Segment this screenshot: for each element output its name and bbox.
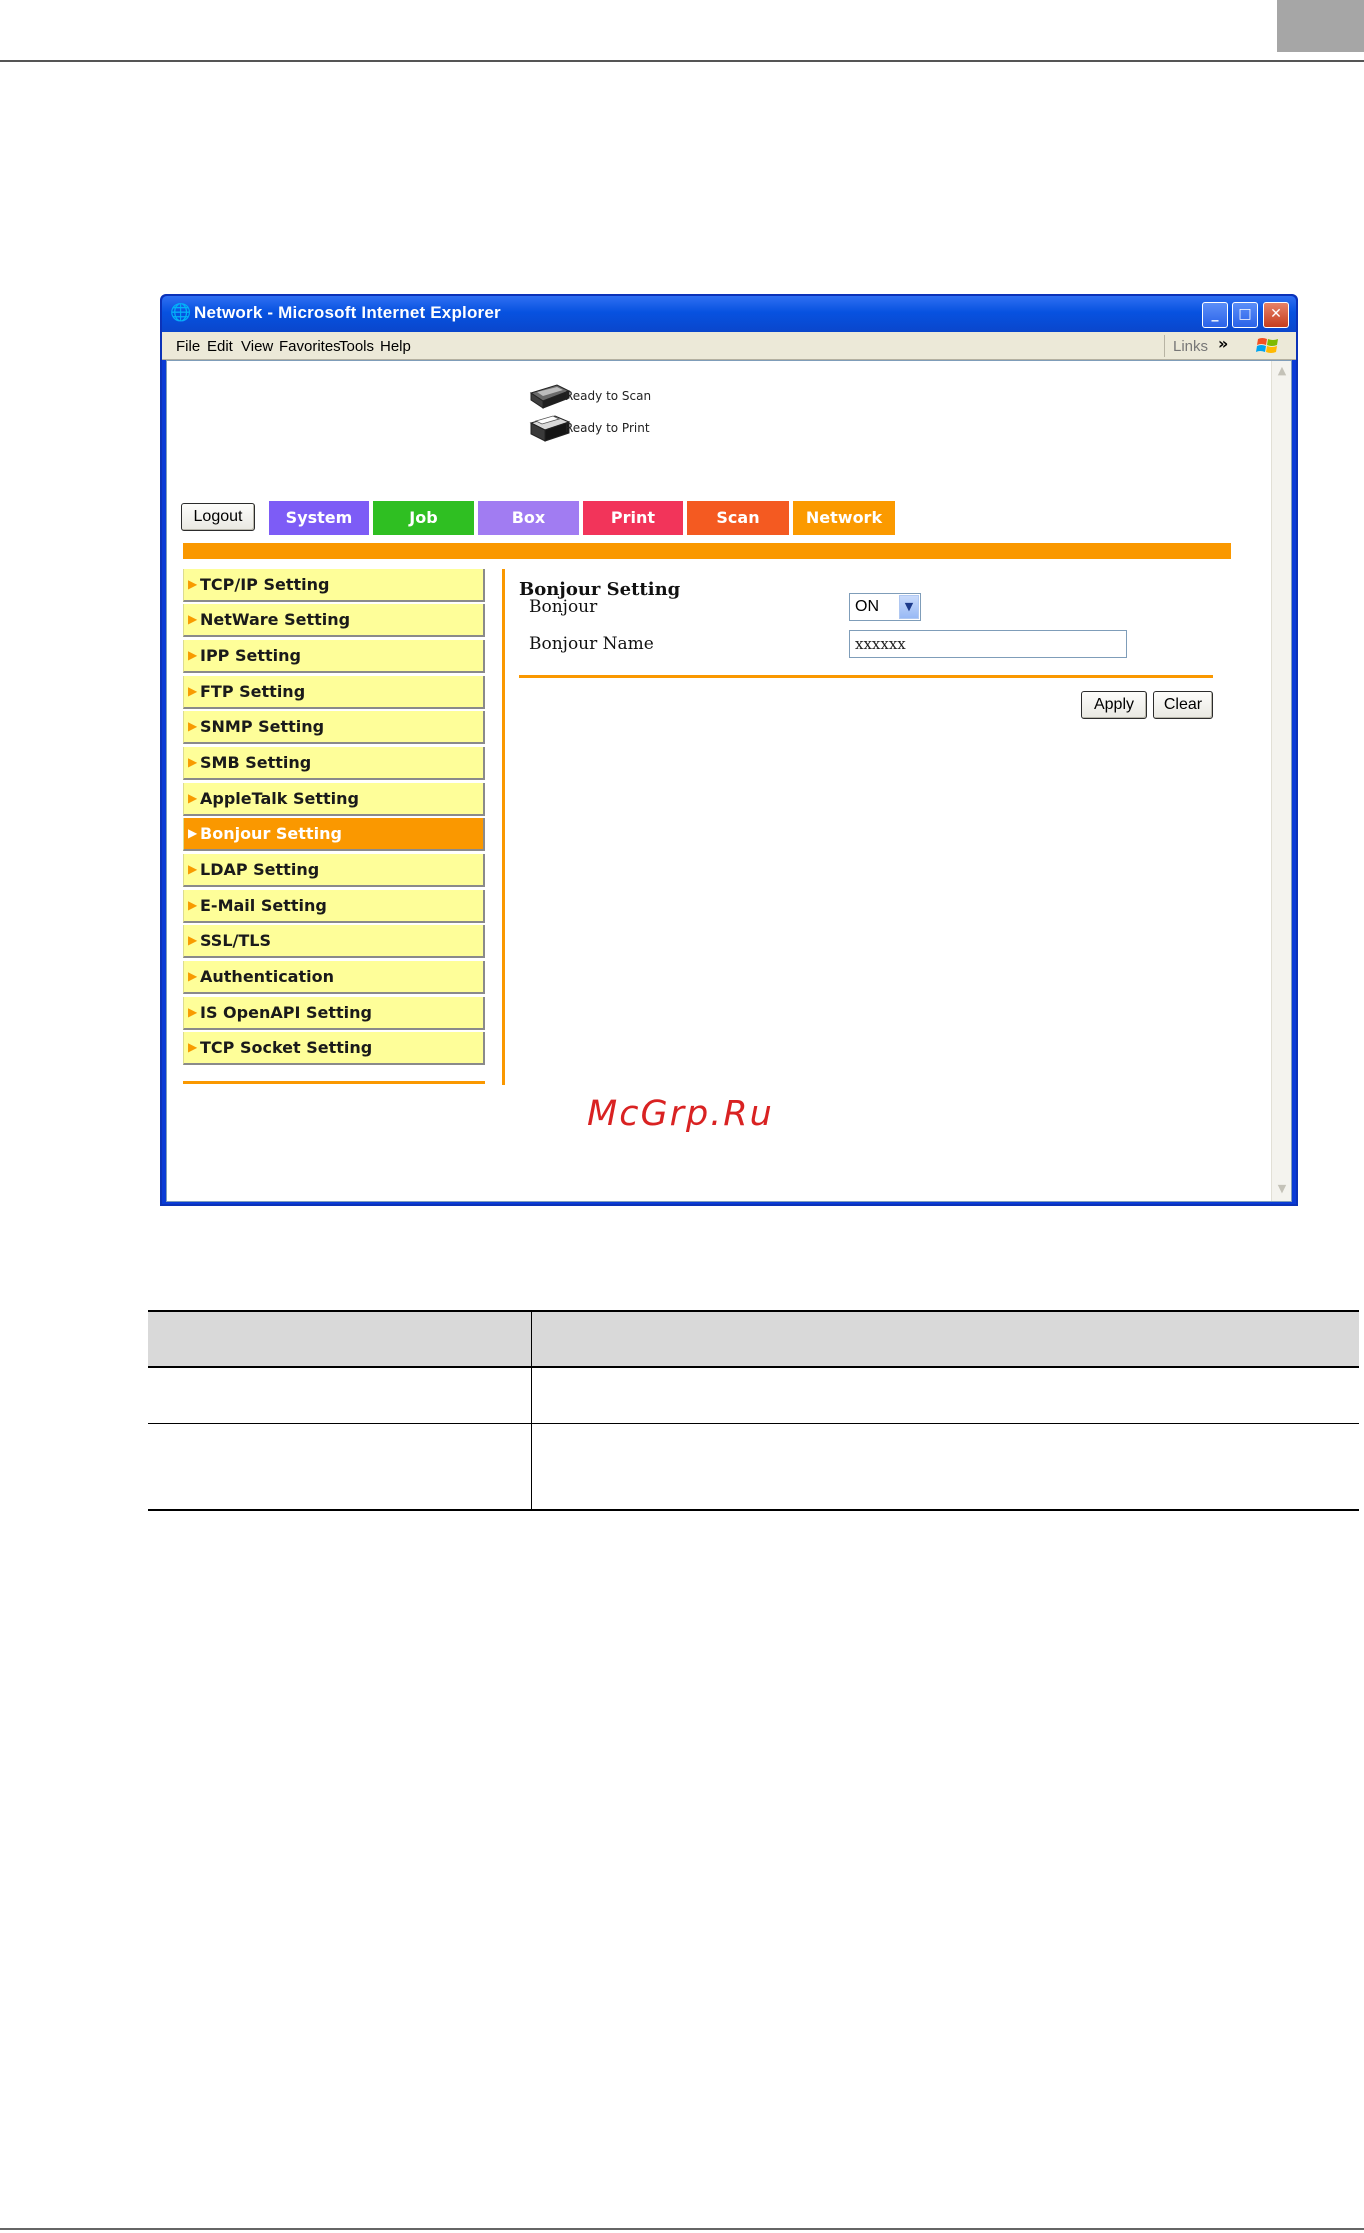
arrow-right-icon: ▶ xyxy=(188,612,198,626)
page-content xyxy=(166,360,1292,1202)
sidebar-item-ssl-tls[interactable] xyxy=(183,925,485,958)
page-top-rule xyxy=(0,60,1364,62)
sidebar-item-label: LDAP Setting xyxy=(200,860,320,879)
sidebar-item-label: FTP Setting xyxy=(200,682,306,701)
bonjour-select-value: ON xyxy=(855,598,879,615)
sidebar-item-label: Bonjour Setting xyxy=(200,824,342,843)
status-scan-text: Ready to Scan xyxy=(565,389,652,403)
bonjour-select[interactable] xyxy=(849,593,921,621)
menu-tools[interactable]: Tools xyxy=(339,338,375,355)
apply-button[interactable]: Apply xyxy=(1081,691,1147,719)
tab-scan[interactable]: Scan xyxy=(687,501,791,535)
table-cell xyxy=(148,1423,531,1510)
menu-separator xyxy=(1164,335,1165,357)
sidebar-item-ldap[interactable] xyxy=(183,854,485,887)
page-bottom-rule xyxy=(0,2228,1364,2230)
arrow-right-icon: ▶ xyxy=(188,719,198,733)
sidebar-item-label: SSL/TLS xyxy=(200,931,271,950)
sidebar-item-label: SNMP Setting xyxy=(200,717,325,736)
sidebar-item-appletalk[interactable] xyxy=(183,783,485,816)
arrow-right-icon: ▶ xyxy=(188,648,198,662)
sidebar-item-label: SMB Setting xyxy=(200,753,312,772)
sidebar-item-label: TCP/IP Setting xyxy=(200,575,330,594)
tab-print[interactable]: Print xyxy=(583,501,685,535)
arrow-right-icon: ▶ xyxy=(188,933,198,947)
arrow-right-icon: ▶ xyxy=(188,577,198,591)
sidebar-item-label: IPP Setting xyxy=(200,646,301,665)
arrow-right-icon: ▶ xyxy=(188,1040,198,1054)
sidebar-item-authentication[interactable] xyxy=(183,961,485,994)
scroll-down-icon[interactable]: ▼ xyxy=(1277,1182,1287,1195)
sidebar-item-ipp[interactable] xyxy=(183,640,485,673)
sidebar-item-label: AppleTalk Setting xyxy=(200,789,359,808)
sidebar-item-ftp[interactable] xyxy=(183,676,485,709)
sidebar-item-netware[interactable] xyxy=(183,604,485,637)
menu-favorites[interactable]: Favorites xyxy=(279,338,341,355)
menu-edit[interactable]: Edit xyxy=(207,338,233,355)
content-divider xyxy=(502,569,505,1085)
ie-icon: 🌐 xyxy=(170,303,192,323)
chevron-right-icon[interactable]: » xyxy=(1218,334,1229,353)
bonjour-name-field[interactable] xyxy=(850,631,1126,657)
table-row xyxy=(148,1423,1359,1510)
bonjour-name-label: Bonjour Name xyxy=(529,634,654,654)
menu-bar xyxy=(162,332,1296,360)
logout-button[interactable]: Logout xyxy=(181,503,255,531)
arrow-right-icon: ▶ xyxy=(188,1005,198,1019)
table-cell xyxy=(148,1367,531,1423)
tab-box[interactable]: Box xyxy=(478,501,581,535)
sidebar-item-snmp[interactable] xyxy=(183,711,485,744)
sidebar-item-label: TCP Socket Setting xyxy=(200,1038,373,1057)
menu-view[interactable]: View xyxy=(241,338,274,355)
section-title: Bonjour Setting xyxy=(519,579,681,600)
maximize-button[interactable]: □ xyxy=(1232,302,1258,328)
table-header-cell xyxy=(531,1311,1359,1367)
title-bar[interactable] xyxy=(162,296,1296,332)
bonjour-label: Bonjour xyxy=(529,597,598,617)
table-cell xyxy=(531,1423,1359,1510)
status-print-text: Ready to Print xyxy=(565,421,650,435)
window-title: Network - Microsoft Internet Explorer xyxy=(194,303,501,322)
links-label[interactable]: Links xyxy=(1173,338,1209,355)
tab-job[interactable]: Job xyxy=(373,501,476,535)
header-accent-bar xyxy=(183,543,1231,559)
arrow-right-icon: ▶ xyxy=(188,684,198,698)
tab-system[interactable]: System xyxy=(269,501,371,535)
menu-file[interactable]: File xyxy=(176,338,201,355)
minimize-button[interactable]: _ xyxy=(1202,302,1228,328)
clear-button[interactable]: Clear xyxy=(1153,691,1213,719)
sidebar-item-tcpip[interactable] xyxy=(183,569,485,602)
sidebar-item-bonjour[interactable] xyxy=(183,818,485,851)
table-cell xyxy=(531,1367,1359,1423)
tab-network[interactable]: Network xyxy=(793,501,897,535)
menu-help[interactable]: Help xyxy=(380,338,411,355)
sidebar-item-label: E-Mail Setting xyxy=(200,896,327,915)
sidebar-item-label: IS OpenAPI Setting xyxy=(200,1003,372,1022)
browser-window xyxy=(160,294,1298,1206)
page-corner-tab xyxy=(1277,0,1364,52)
arrow-right-icon: ▶ xyxy=(188,755,198,769)
scroll-up-icon[interactable]: ▲ xyxy=(1277,364,1287,377)
sidebar-item-label: NetWare Setting xyxy=(200,610,351,629)
arrow-right-icon: ▶ xyxy=(188,791,198,805)
arrow-right-icon: ▶ xyxy=(188,898,198,912)
table-row xyxy=(148,1367,1359,1423)
table-header-cell xyxy=(148,1311,531,1367)
arrow-right-icon: ▶ xyxy=(188,826,198,840)
windows-logo-icon xyxy=(1256,335,1280,357)
chevron-down-icon[interactable]: ▼ xyxy=(899,595,919,619)
watermark-text: McGrp.Ru xyxy=(587,1094,774,1134)
close-button[interactable]: ✕ xyxy=(1263,302,1289,328)
sidebar-item-email[interactable] xyxy=(183,890,485,923)
sidebar-bottom-rule xyxy=(183,1081,485,1084)
bonjour-name-field-box xyxy=(849,630,1127,658)
description-table xyxy=(148,1310,1359,1511)
arrow-right-icon: ▶ xyxy=(188,862,198,876)
sidebar-item-smb[interactable] xyxy=(183,747,485,780)
table-header-row xyxy=(148,1311,1359,1367)
arrow-right-icon: ▶ xyxy=(188,969,198,983)
sidebar-item-is-openapi[interactable] xyxy=(183,997,485,1030)
form-rule xyxy=(519,675,1213,678)
sidebar-item-label: Authentication xyxy=(200,967,334,986)
sidebar-item-tcp-socket[interactable] xyxy=(183,1032,485,1065)
vertical-scrollbar[interactable] xyxy=(1271,361,1291,1201)
